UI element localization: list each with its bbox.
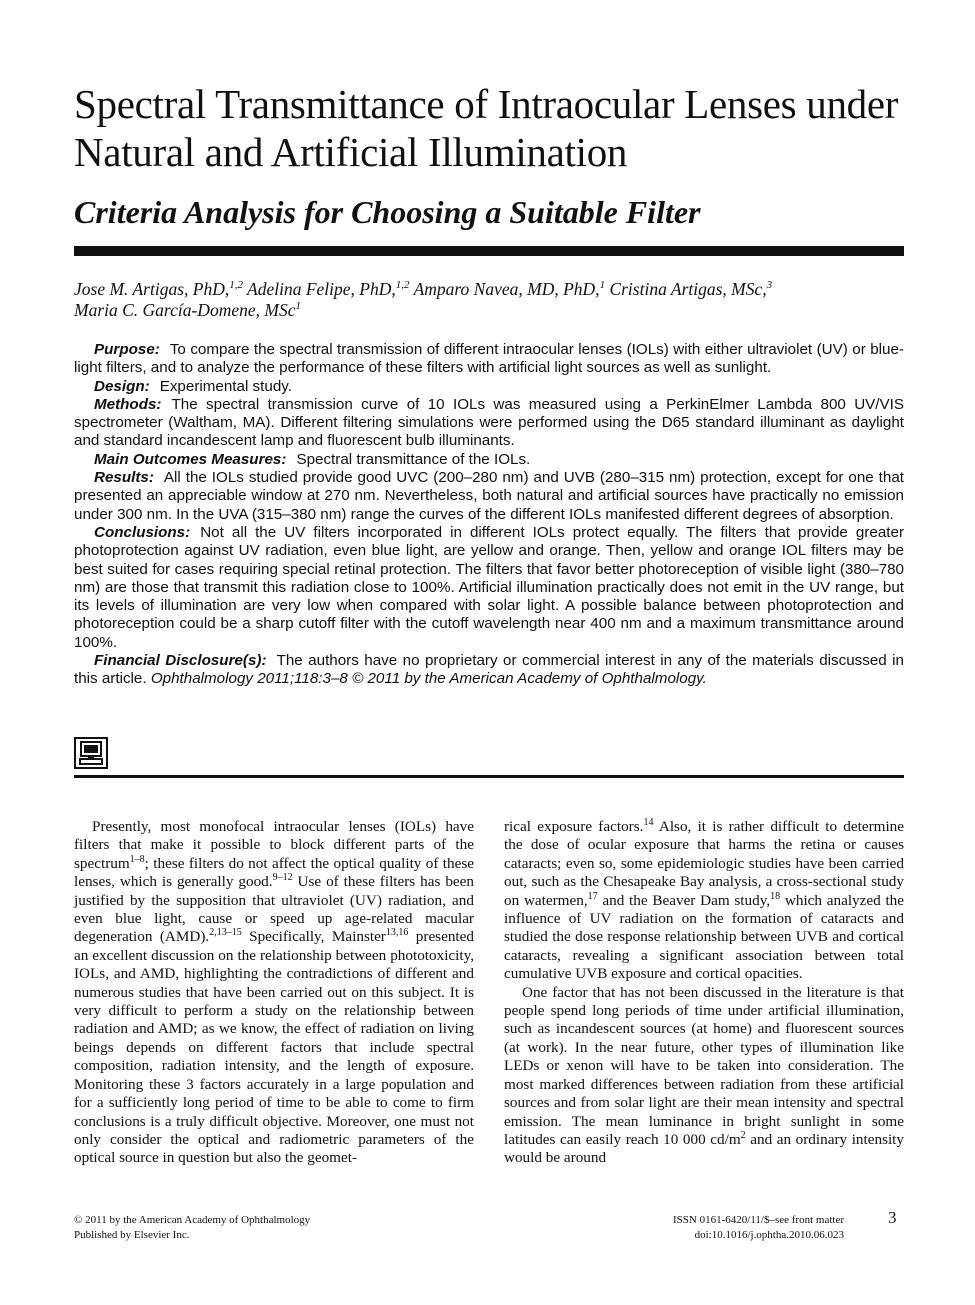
title-divider [74, 246, 904, 256]
author-affiliation: 3 [766, 279, 773, 292]
article-title: Spectral Transmittance of Intraocular Lenses under Natural and Artificial Illumination [74, 81, 899, 175]
author-name: Jose M. Artigas, PhD, [74, 279, 230, 299]
abstract [74, 341, 904, 689]
article-subtitle: Criteria Analysis for Choosing a Suitable Filter [74, 194, 701, 230]
abstract-purpose: Purpose: To compare the spectral transmission of different intraocular lenses (IOLs) with either ultraviolet (UV) or blue-light filters, and to analyze the performance of these filters with artificial light sources as well as sunlight. [74, 341, 904, 377]
abstract-disclosure: Financial Disclosure(s): The authors have no proprietary or commercial interest in any of the materials discussed in this article. Ophthalmology 2011;118:3–8 © 2011 by the American Academy of Ophthalmology. [74, 652, 905, 688]
section-label: Results: [94, 469, 154, 487]
body-paragraph: Presently, most monofocal intraocular lenses (IOLs) have filters that make it possible to block different parts of the spectrum$^{1-8}$; these filters do not affect the optical quality of these lenses, which is generally good.$^{9-12}$ Use of these filters has been justified by the supposition that ultraviolet (UV) radiation, and even blue light, cause or speed up age-related macular degeneration (AMD).$^{2,13-15}$ Specifically, Mainster$^{13,16}$ presented an excellent discussion on the relationship between phototoxicity, IOLs, and AMD, highlighting the contradictions of different and numerous studies that have been carried out on this subject. It is very difficult to perform a study on the relationship between radiation and AMD; as we know, the effect of radiation on living beings depends on different factors that include spectral composition, radiation intensity, and the length of exposure. Monitoring these 3 factors accurately in a large population and for a sufficiently long period of time to be able to come to firm conclusions is a truly difficult objective. Moreover, one must not only consider the optical and radiometric parameters of the optical source in question but also the geomet- [74, 818, 474, 1167]
section-label: Purpose: [94, 341, 160, 358]
author-name: Amparo Navea, MD, PhD, [413, 279, 600, 299]
section-label: Financial Disclosure(s): [94, 652, 267, 670]
reference: 2,13–15 [209, 927, 242, 939]
author-name: Maria C. García-Domene, MSc [74, 300, 296, 320]
section-label: Conclusions: [94, 523, 191, 541]
author-affiliation: 1,2 [395, 279, 410, 292]
abstract-results: Results: All the IOLs studied provide good UVC (200–280 nm) and UVB (280–315 nm) protection, except for one that presented an appreciable window at 270 nm. Nevertheless, both natural and artificial sources have practically no emission under 300 nm. In the UVA (315–380 nm) range the curves of the different IOLs manifested different degrees of absorption. [74, 469, 904, 523]
reference: 17 [587, 890, 598, 902]
reference: 9–12 [272, 872, 293, 884]
reference: 13,16 [385, 927, 409, 939]
body-column-right [504, 818, 904, 1168]
abstract-design: Design: Experimental study. [94, 377, 292, 395]
reference: 18 [770, 890, 781, 902]
author-name: Adelina Felipe, PhD, [247, 279, 396, 299]
abstract-conclusions: Conclusions: Not all the UV filters incorporated in different IOLs protect equally. The filters that provide greater photoprotection against UV radiation, even blue light, are yellow and orange. Then, yellow and orange IOL filters may be best suited for cases requiring special retinal protection. The filters that favor better photoreception of visible light (380–780 nm) are those that transmit this radiation close to 100%. Artificial illumination practically does not emit in the UV range, but its levels of illumination are very low when compared with solar light. A possible balance between photoprotection and photoreception could be a sharp cutoff filter with the cutoff wavelength near 400 nm and a maximum transmittance around 100%. [74, 523, 904, 651]
section-label: Main Outcomes Measures: [94, 450, 287, 468]
author-affiliation: 1,2 [229, 279, 243, 292]
abstract-methods: Methods: The spectral transmission curve of 10 IOLs was measured using a PerkinElmer Lambda 800 UV/VIS spectrometer (Waltham, MA). Different filtering simulations were performed using the D65 standard illuminant as daylight and standard incandescent lamp and fluorescent bulb illuminants. [74, 395, 904, 450]
issn: ISSN 0161-6420/11/$–see front matter [673, 1214, 844, 1226]
page-number: 3 [888, 1208, 897, 1227]
author-list [74, 279, 904, 321]
author-name: Cristina Artigas, MSc, [609, 279, 767, 299]
section-label: Design: [94, 377, 150, 395]
reference: 14 [643, 816, 654, 828]
author-affiliation: 1 [295, 300, 301, 313]
citation: Ophthalmology 2011;118:3–8 © 2011 by the American Academy of Ophthalmology. [150, 670, 707, 688]
footer-identifiers [610, 1213, 844, 1243]
reference: 1–8 [129, 853, 145, 865]
computer-monitor-icon[interactable] [74, 737, 108, 769]
doi: doi:10.1016/j.ophtha.2010.06.023 [694, 1229, 844, 1241]
author-affiliation: 1 [599, 279, 606, 292]
section-label: Methods: [94, 395, 162, 413]
footer-copyright: © 2011 by the American Academy of Ophthalmology Published by Elsevier Inc. [74, 1214, 311, 1241]
body-paragraph: rical exposure factors.$^{14}$ Also, it is rather difficult to determine the dose of ocular exposure that harms the retina or causes cataracts; even so, some epidemiologic studies have been carried out, such as the Chesapeake Bay analysis, a cross-sectional study on watermen,$^{17}$ and the Beaver Dam study,$^{18}$ which analyzed the influence of UV radiation on the formation of cataracts and studied the dose response relationship between UVB and cortical cataracts, revealing a significant association between total cumulative UVB exposure and cortical opacities. [504, 816, 905, 983]
abstract-outcomes: Main Outcomes Measures: Spectral transmittance of the IOLs. [94, 450, 531, 468]
body-paragraph: One factor that has not been discussed in the literature is that people spend long periods of time under artificial illumination, such as incandescent sources (at home) and fluorescent sources (at work). In the near future, other types of illumination like LEDs or xenon will have to be taken into consideration. The most marked differences between radiation from these artificial sources and from solar light are their mean intensity and spectral emission. The mean luminance in bright sunlight in some latitudes can easily reach 10 000 $cd/m^2$ and an ordinary intensity would be around [504, 983, 904, 1167]
abstract-divider [74, 775, 904, 778]
body-column-left [74, 818, 474, 1168]
